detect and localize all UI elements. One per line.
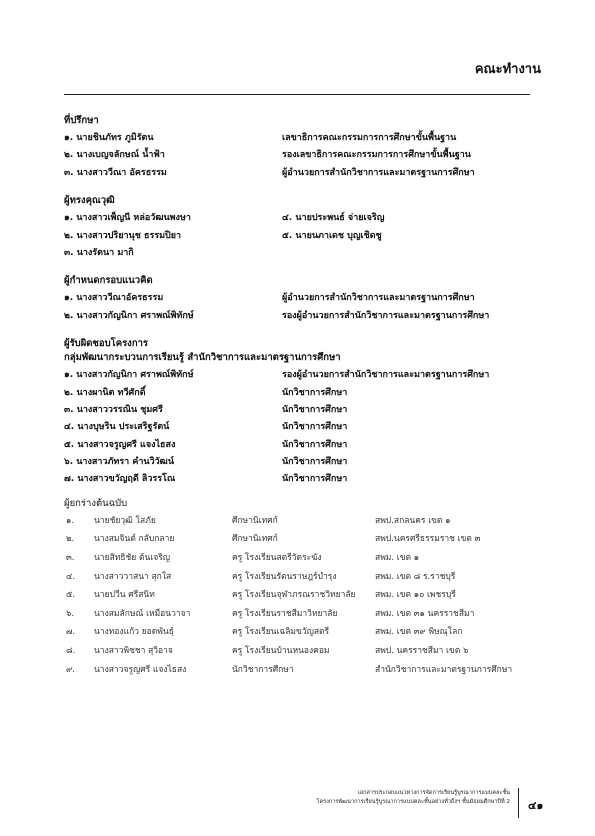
list-item: ๑. นายชินภัทร ภูมิรัตน เลขาธิการคณะกรรมการการศึกษาขั้นพื้นฐาน	[64, 133, 457, 143]
project-subheading: กลุ่มพัฒนากระบวนการเรียนรู้ สำนักวิชาการและมาตรฐานการศึกษา	[64, 352, 341, 364]
footer-line-1: เอกสารประกอบแนวทางการจัดการเรียนรู้บูรณาการแบบคละชั้น	[357, 790, 510, 796]
list-item: ๖. นางสาวภัทรา คำนวิวัฒน์ นักวิชาการศึกษา	[64, 457, 348, 468]
list-item: ๒. นางเบญจลักษณ์ น้ำฟ้า รองเลขาธิการคณะกรรมการการศึกษาขั้นพื้นฐาน	[64, 150, 471, 161]
footer-divider	[518, 788, 519, 818]
list-item: ๕. นางสาวจรูญศรี แจงไธสง นักวิชาการศึกษา	[64, 439, 348, 450]
project-heading: ผู้รับผิดชอบโครงการ	[64, 338, 149, 350]
content	[64, 114, 544, 678]
list-item: ๑. นางสาววีณาอัครธรรม ผู้อำนวยการสำนักวิชาการและมาตรฐานการศึกษา	[64, 293, 475, 304]
table-row: ๔. นางสาววาสนา สุกใส ครู โรงเรียนรัตนราษฎร์บำรุง สพม. เขต ๘ ร.ราชบุรี	[66, 571, 456, 582]
list-item: ๓. นางรัตนา มากิ	[64, 247, 134, 258]
advisors-heading: ที่ปรึกษา	[64, 115, 99, 126]
page-title: คณะทำงาน	[474, 62, 541, 77]
table-row: ๘. นางสาวพิชชา สุวิอาจ ครู โรงเรียนบ้านหนองคอม สพป. นครราชสีมา เขต ๖	[66, 646, 469, 657]
list-item: ๒. นางผานิต ทวีศักดิ์ นักวิชาการศึกษา	[64, 387, 348, 398]
list-item: ๓. นางสาววรรณิน ชุมศรี นักวิชาการศึกษา	[64, 404, 348, 415]
table-row: ๒. นางสมจินต์ กลับกลาย ศึกษานิเทศก์ สพป.นครศรีธรรมราช เขต ๓	[66, 534, 481, 545]
table-row: ๖. นางสมลักษณ์ เหมือนวาจา ครู โรงเรียนราชสีมาวิทยาลัย สพม. เขต ๓๑ นครราชสีมา	[66, 608, 475, 619]
table-row: ๗. นางทองแก้ว ยอดพันธุ์ ครู โรงเรียนเฉลิมขวัญสตรี สพม. เขต ๓๙ พิษณุโลก	[66, 627, 463, 638]
page-number: ๔๑	[528, 799, 544, 812]
drafters-heading: ผู้ยกร่างต้นฉบับ	[64, 497, 128, 509]
table-row: ๓. นายสิทธิชัย ต้นเจริญ ครู โรงเรียนสตรีวัดระฆัง สพม. เขต ๑	[66, 553, 420, 564]
list-item: ๑. นางสาวกัญนิกา ศราพณ์พิทักษ์ รองผู้อำนวยการสำนักวิชาการและมาตรฐานการศึกษา	[64, 370, 490, 381]
title-rule	[64, 94, 530, 95]
table-row: ๙. นางสาวจรูญศรี แจงไธสง นักวิชาการศึกษา สำนักวิชาการและมาตรฐานการศึกษา	[66, 664, 513, 675]
list-item: ๑. นางสาวเพ็ญนี หล่อวัฒนพงษา ๔. นายประพนธ์ จ่ายเจริญ	[64, 213, 385, 224]
experts-heading: ผู้ทรงคุณวุฒิ	[64, 195, 115, 207]
list-item: ๒. นางสาวปริยานุช ธรรมปิยา ๕. นายนภาเดช บุญเชิดชู	[64, 230, 382, 241]
framework-heading: ผู้กำหนดกรอบแนวคิด	[64, 275, 153, 287]
footer-line-2: โครงการพัฒนาการเรียนรู้บูรณาการแบบคละชั้นอย่างทั่วถึงฯ ชั้นมัธยมศึกษาปีที่ 2	[316, 799, 510, 805]
list-item: ๗. นางสาวขวัญฤดี ลิวรรโณ นักวิชาการศึกษา	[64, 474, 348, 485]
list-item: ๒. นางสาวกัญนิกา ศราพณ์พิทักษ์ รองผู้อำนวยการสำนักวิชาการและมาตรฐานการศึกษา	[64, 310, 490, 321]
footer-text	[250, 789, 510, 807]
table-row: ๑. นายชัยวุฒิ โสภัย ศึกษานิเทศก์ สพป.สกลนคร เขต ๑	[66, 515, 451, 526]
list-item: ๔. นางบุษริน ประเสริฐรัตน์ นักวิชาการศึกษา	[64, 422, 348, 433]
list-item: ๓. นางสาววีณา อัครธรรม ผู้อำนวยการสำนักวิชาการและมาตรฐานการศึกษา	[64, 167, 475, 178]
table-row: ๕. นายปวีน ศรีสนิท ครู โรงเรียนจุฬาภรณราชวิทยาลัย สพม. เขต ๑๐ เพชรบุรี	[66, 590, 456, 601]
